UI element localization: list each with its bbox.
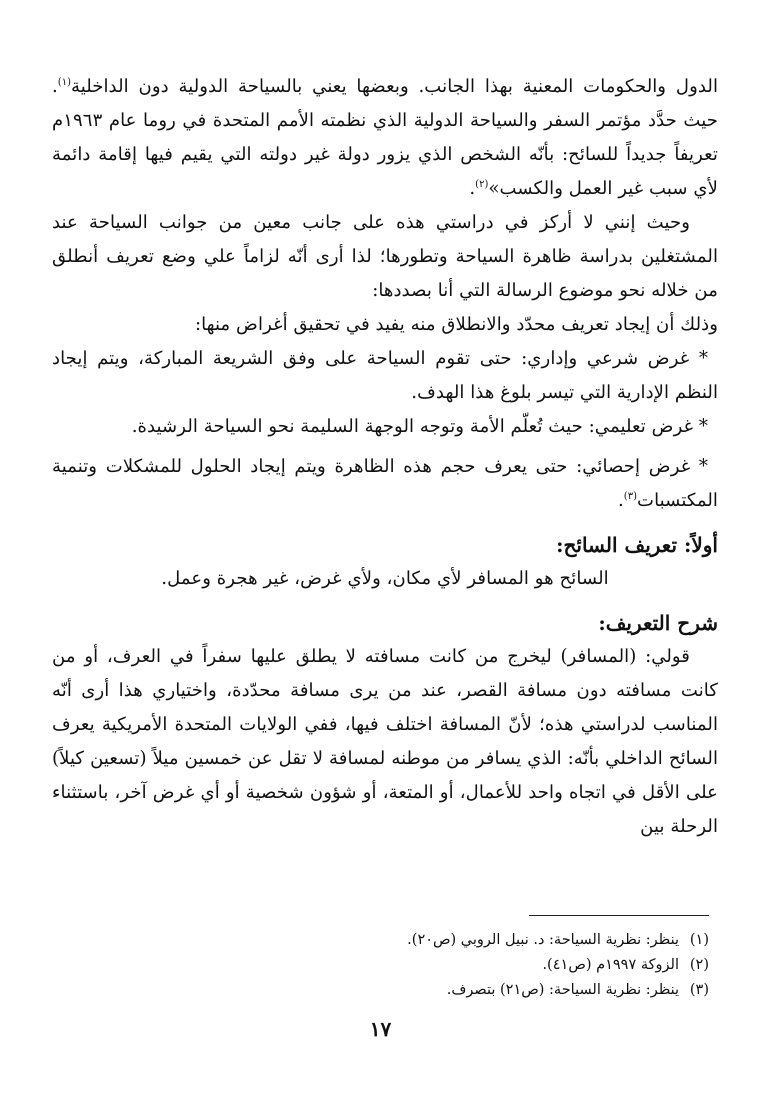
- footnote-1-text: ينظر: نظرية السياحة: د. نبيل الروبي (ص٢٠).: [407, 932, 679, 948]
- footnote-3-number: (٣): [689, 982, 709, 998]
- paragraph-purposes: وذلك أن إيجاد تعريف محدّد والانطلاق منه يفيد في تحقيق أغراض منها:: [194, 314, 718, 335]
- paragraph-intro-text-a: الدول والحكومات المعنية بهذا الجانب. وبعضها يعني بالسياحة الدولية دون الداخلية: [70, 76, 718, 97]
- footnote-divider: [529, 915, 709, 916]
- section-heading-definition-explanation: شرح التعريف:: [598, 611, 718, 635]
- bullet-statistical-end: .: [617, 490, 624, 511]
- footnote-3-text: ينظر: نظرية السياحة: (ص٢١) بتصرف.: [446, 982, 679, 998]
- paragraph-focus: وحيث إنني لا أركز في دراستي هذه على جانب معين من جوانب السياحة عند المشتغلين بدراسة ظاهرة السياحة وتطورها؛ لذا أرى أنّه لزاماً علي وضع تعريف أنطلق من خلاله نحو موضوع الرسالة التي أنا بصددها:: [52, 212, 718, 301]
- bullet-statistical: [52, 450, 718, 518]
- footnote-ref-3[interactable]: (٣): [623, 490, 637, 502]
- page-body: [52, 70, 718, 844]
- paragraph-intro-text-b: . حيث حدَّد مؤتمر السفر والسياحة الدولية الذي نظمته الأمم المتحدة في روما عام ١٩٦٣م تعريفاً جديداً للسائح: بأنّه الشخص الذي يزور دولة غير دولته التي يقيم فيها إقامة دائمة لأي سبب غير العمل والكسب»: [52, 76, 718, 199]
- footnote-ref-1[interactable]: (١): [57, 76, 71, 88]
- paragraph-intro-end: .: [469, 178, 476, 199]
- footnote-1-number: (١): [689, 932, 709, 948]
- footnote-2-number: (٢): [689, 957, 709, 973]
- footnotes: [49, 928, 709, 1003]
- bullet-legal-administrative: * غرض شرعي وإداري: حتى تقوم السياحة على وفق الشريعة المباركة، ويتم إيجاد النظم الإدارية التي تيسر بلوغ هذا الهدف.: [52, 348, 718, 403]
- footnote-2-text: الزوكة ١٩٩٧م (ص٤١).: [542, 957, 679, 973]
- footnote-3: [49, 978, 709, 1003]
- page-number: ١٧: [369, 1017, 392, 1041]
- paragraph-definition-explanation: قولي: (المسافر) ليخرج من كانت مسافته لا يطلق عليها سفراً في العرف، أو من كانت مسافته دون مسافة القصر، عند من يرى مسافة محدّدة، واختياري هذا أرى أنّه المناسب لدراستي هذه؛ لأنّ المسافة اختلف فيها، ففي الولايات المتحدة الأمريكية يعرف السائح الداخلي بأنّه: الذي يسافر من موطنه لمسافة لا تقل عن خمسين ميلاً (تسعين كيلاً) على الأقل في اتجاه واحد للأعمال، أو المتعة، أو شؤون شخصية أو أي غرض آخر، باستثناء الرحلة بين: [52, 646, 718, 837]
- bullet-statistical-text: * غرض إحصائي: حتى يعرف حجم هذه الظاهرة ويتم إيجاد الحلول للمشكلات وتنمية المكتسبات: [52, 456, 718, 511]
- section-heading-tourist-definition: أولاً: تعريف السائح:: [556, 533, 718, 557]
- footnote-1: [49, 928, 709, 953]
- footnote-ref-2[interactable]: (٢): [475, 178, 489, 190]
- bullet-educational: * غرض تعليمي: حيث تُعلّم الأمة وتوجه الوجهة السليمة نحو السياحة الرشيدة.: [131, 416, 708, 437]
- footnote-2: [49, 953, 709, 978]
- paragraph-intro: [52, 70, 718, 206]
- tourist-definition-text: السائح هو المسافر لأي مكان، ولأي غرض، غير هجرة وعمل.: [161, 568, 609, 589]
